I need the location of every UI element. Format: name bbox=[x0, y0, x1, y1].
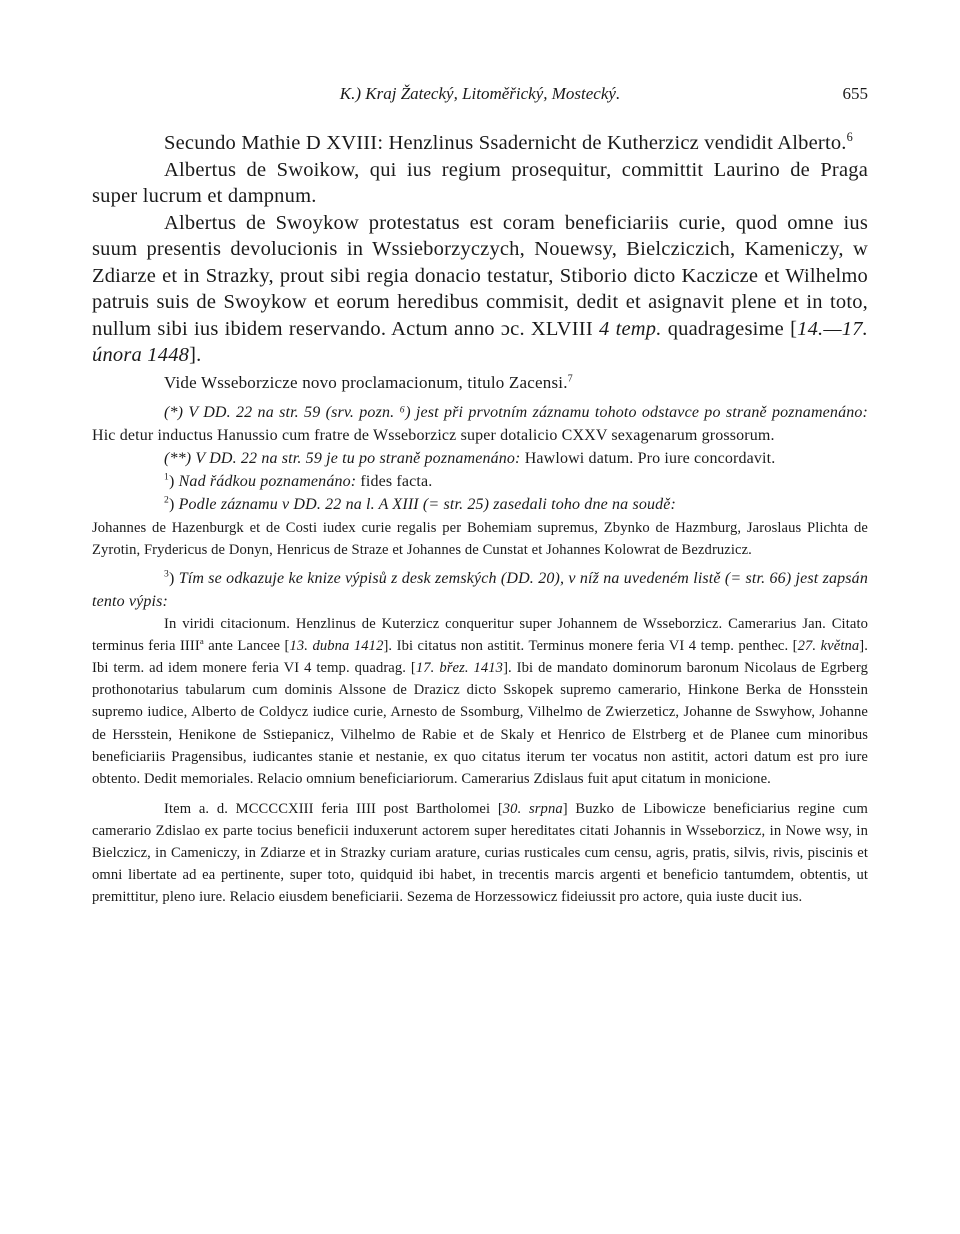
excerpt-text: ante Lancee [ bbox=[203, 638, 290, 655]
running-title: K.) Kraj Žatecký, Litoměřický, Mostecký. bbox=[339, 84, 621, 103]
date-italic: 27. května bbox=[797, 638, 860, 655]
note-italic: Nad řádkou poznamenáno: bbox=[178, 473, 357, 491]
excerpt-text: ] Buzko de Libowicze beneficiarius regine cum camerario Zdislao ex parte tocius beneficii induxerunt actorem super hereditates citati Johannis in Wsseborzicz, in Nowe wsy, in Bielczicz, in Cameniczy, in Zdiarze et in Strazky curiam arature, curias rusticales cum censu, agris, pratis, silvis, rivis, piscinis et omni libertate ad ea pertinente, super toto, quidquid ibi habet, in trecentis marcis argenti et beneficio tantumdem, obtentis, ut premittitur, pleno iure. Relacio eiusdem beneficiarii. Sezema de Horzessowicz fideiussit pro actore, quia iuste ducit ius. bbox=[92, 800, 869, 906]
marginal-notes bbox=[92, 401, 868, 517]
footnote-ref: 7 bbox=[567, 372, 573, 384]
excerpt-text: ]. Ibi de mandato dominorum baronum Nicolaus de Egrberg prothonotarius tabularum cum dominis Alssone de Drazicz dicto Sskopek supremo camerario, Hinkone Berka de Honsstein supremo iudice, Alberto de Coldycz iudice curie, Arnesto de Ssomburg, Vilhelmo de Zwierzeticz, Johanne de Sswyhow, Johanne de Hersstein, Henikone de Sstiepanicz, Vilhelmo de Rabie et de Skaly et Henrico de Elstrberg et de Planee cum minoribus beneficiariis Pragensibus, iudicantes stanie et nestanie, ex quo citatus iterum ter vocatus non astitit, actori datum est pro iure obtento. Dedit memoriales. Relacio omnium beneficiariorum. Camerarius Zdislaus fuit aput citatum in monicione. bbox=[92, 660, 868, 787]
footnote-1: $^1$) Nad řádkou poznamenáno: fides facta. bbox=[164, 471, 433, 491]
excerpt-text: ]. Ibi citatus non astitit. Terminus monere feria VI 4 temp. penthec. [ bbox=[383, 638, 798, 655]
book-page bbox=[92, 84, 868, 908]
footnote-number: 2 bbox=[164, 494, 169, 506]
superscript: a bbox=[199, 636, 204, 647]
register-excerpt bbox=[92, 613, 868, 908]
footnote-2: $^2$) Podle záznamu v DD. 22 na l. A XIII (= str. 25) zasedali toho dne na soudě: bbox=[164, 494, 677, 514]
excerpt-text: Item a. d. MCCCCXIII feria IIII post Bartholomei [ bbox=[164, 800, 503, 817]
note-star-2 bbox=[92, 447, 868, 470]
date-italic: 13. dubna 1412 bbox=[289, 638, 384, 655]
excerpt-induction bbox=[92, 798, 868, 908]
footnote-number: 1 bbox=[164, 471, 169, 483]
footnote-3-head bbox=[92, 567, 868, 613]
date-italic: 4 temp. bbox=[599, 317, 662, 340]
footnote-number: 3 bbox=[164, 568, 169, 580]
excerpt-text: ]. Ibi term. ad idem monere feria VI 4 temp. quadrag. [ bbox=[92, 638, 868, 677]
footnote-2-body bbox=[92, 517, 868, 561]
note-italic: Tím se odkazuje ke knize výpisů z desk zemských (DD. 20), v níž na uvedeném listě (= str. 66) jest zapsán tento výpis: bbox=[92, 569, 868, 610]
page-number: 655 bbox=[842, 84, 868, 103]
footnote-ref: 6 bbox=[846, 130, 853, 145]
running-header bbox=[92, 84, 868, 110]
paragraph-text: Secundo Mathie D XVIII: Henzlinus Ssadernicht de Kutherzicz vendidit Alberto. bbox=[164, 132, 847, 154]
excerpt-citation bbox=[92, 613, 868, 790]
paragraph-text: Albertus de Swoykow protestatus est coram beneficiariis curie, quod omne ius suum presentis devolucionis in Wssieborzyczych, Nouewsy, Bielcziczich, Kameniczy, w Zdiarze et in Strazky, prout sibi regia donacio testatur, Stiborio dicto Kaczicze et Wilhelmo patruis suis de Swoykow et eorum heredibus commisit, dedit et asignavit plene et in toto, nullum sibi ius ibidem reservando. Actum anno ɔc. XLVIII bbox=[92, 211, 868, 340]
footnote-3: $^3$) Tím se odkazuje ke knize výpisů z desk zemských (DD. 20), v níž na uvedeném listě (= str. 66) jest zapsán tento výpis: bbox=[92, 568, 868, 610]
footnote-text: Johannes de Hazenburgk et de Costi iudex curie regalis per Bohemiam supremus, Zbynko de Hazmburg, Jaroslaus Plichta de Zyrotin, Frydericus de Donyn, Henricus de Straze et Johannes de Cunstat et Johannes Kolowrat de Bezdruzicz. bbox=[92, 519, 868, 558]
note-italic: (**) V DD. 22 na str. 59 je tu po straně poznamenáno: bbox=[164, 449, 521, 467]
paragraph-protest bbox=[92, 210, 868, 369]
paragraph-text: quadragesime [ bbox=[667, 317, 798, 340]
paragraph-text: ]. bbox=[189, 344, 202, 366]
date-italic: 14.—17. února 1448 bbox=[92, 317, 869, 366]
paragraph-sale bbox=[92, 130, 868, 157]
cross-reference bbox=[92, 371, 868, 395]
date-italic: 30. srpna bbox=[502, 800, 563, 817]
paragraph-commission: Albertus de Swoikow, qui ius regium prosequitur, committit Laurino de Praga super lucrum et dampnum. bbox=[92, 158, 868, 207]
note-star-1 bbox=[92, 401, 868, 447]
note-text: Hawlowi datum. Pro iure concordavit. bbox=[524, 449, 776, 467]
main-text bbox=[92, 130, 868, 395]
excerpt-text: In viridi citacionum. Henzlinus de Kuterzicz conqueritur super Johannem de Wsseborzicz. Camerarius Jan. Citato terminus feria IIII bbox=[92, 616, 868, 655]
note-italic: (*) V DD. 22 na str. 59 (srv. pozn. ⁶) jest při prvotním záznamu tohoto odstavce po straně poznamenáno: bbox=[164, 403, 868, 421]
date-italic: 17. břez. 1413 bbox=[415, 660, 504, 677]
note-text: fides facta. bbox=[360, 473, 433, 491]
note-italic: Podle záznamu v DD. 22 na l. A XIII (= str. 25) zasedali toho dne na soudě: bbox=[178, 496, 677, 514]
reference-text: Vide Wsseborzicze novo proclamacionum, titulo Zacensi. bbox=[164, 372, 568, 392]
note-text: Hic detur inductus Hanussio cum fratre de Wsseborzicz super dotalicio CXXV sexagenarum grossorum. bbox=[92, 426, 775, 444]
